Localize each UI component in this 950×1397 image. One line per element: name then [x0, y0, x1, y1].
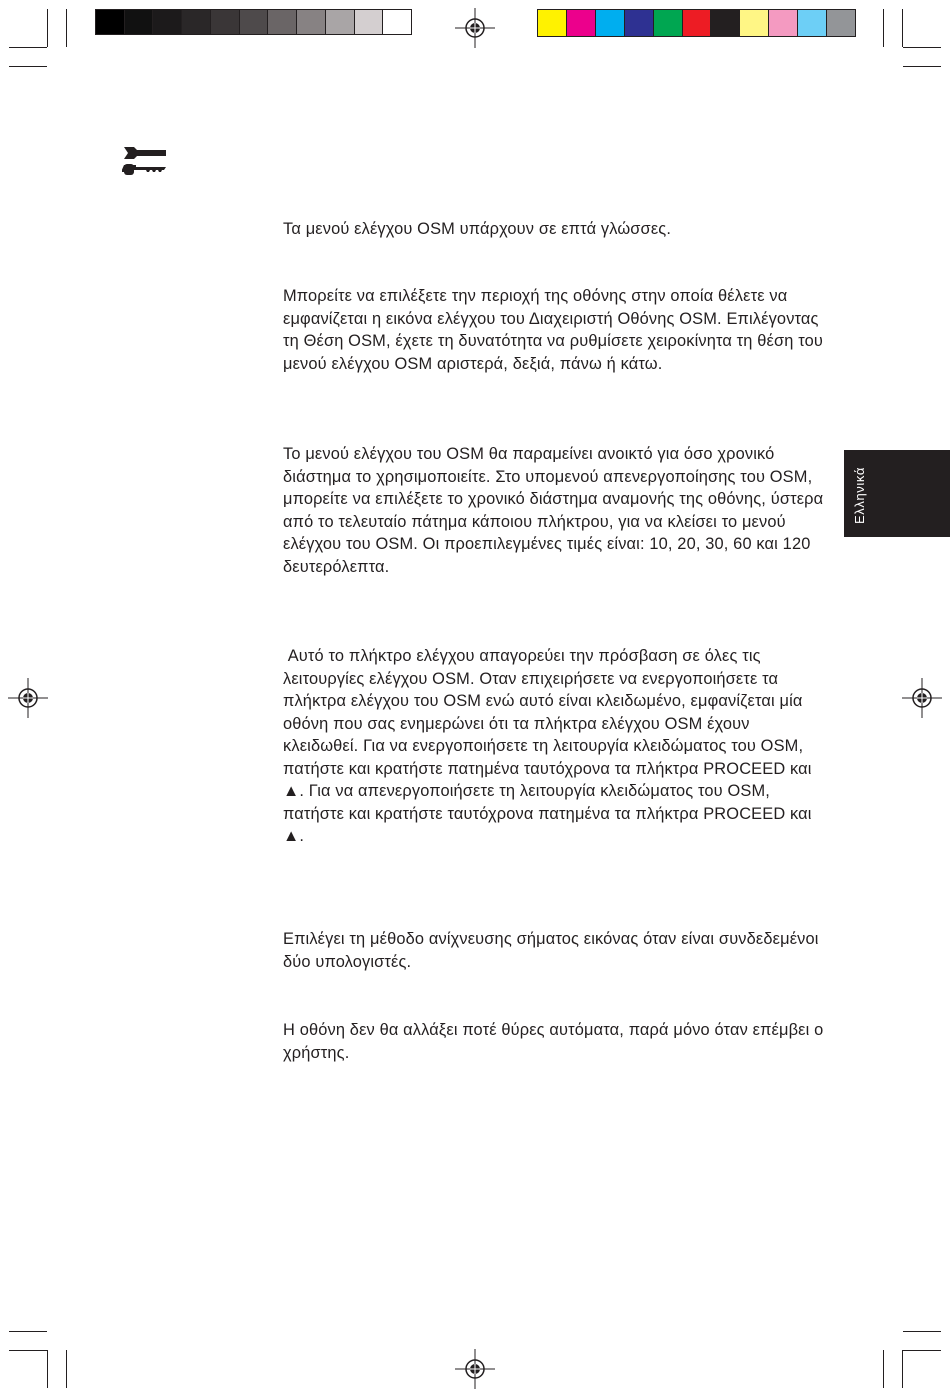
language-description: Τα μενού ελέγχου OSM υπάρχουν σε επτά γλώσσες.	[283, 220, 672, 238]
crop-mark	[47, 9, 48, 47]
crop-mark	[883, 1350, 884, 1388]
registration-mark-left	[8, 678, 48, 718]
color-swatch	[683, 10, 712, 36]
crop-mark	[9, 1350, 47, 1351]
crop-mark	[902, 9, 903, 47]
color-swatch	[625, 10, 654, 36]
color-calibration-bar	[537, 9, 856, 37]
crop-mark	[47, 1350, 48, 1388]
grayscale-swatch	[355, 10, 384, 34]
registration-mark-bottom	[455, 1349, 495, 1389]
grayscale-swatch	[211, 10, 240, 34]
crop-mark	[9, 1331, 47, 1332]
crop-mark	[903, 47, 941, 48]
color-swatch	[769, 10, 798, 36]
crop-mark	[883, 9, 884, 47]
osm-turn-off-description: Το μενού ελέγχου του OSM θα παραμείνει ανοικτό για όσο χρονικό διάστημα το χρησιμοποιείτε. Στο υπομενού απενεργοποίησης του OSM, μπορείτε να επιλέξετε το χρονικό διάστημα αναμονής της οθόνης, ύστερα από το τελευταίο πάτημα κάποιου πλήκτρου, για να κλείσει το μενού ελέγχου του OSM. Οι προεπιλεγμένες τιμές είναι: 10, 20, 30, 60 και 120 δευτερόλεπτα.	[283, 445, 824, 576]
signal-detection-description: Επιλέγει τη μέθοδο ανίχνευσης σήματος εικόνας όταν είναι συνδεδεμένοι δύο υπολογιστές.	[283, 930, 819, 971]
color-swatch	[740, 10, 769, 36]
registration-mark-right	[902, 678, 942, 718]
crop-mark	[903, 1350, 941, 1351]
osm-tools-icon	[122, 143, 168, 179]
grayscale-swatch	[326, 10, 355, 34]
crop-mark	[9, 66, 47, 67]
language-tab-label: Ελληνικά	[852, 467, 867, 524]
crop-mark	[902, 1350, 903, 1388]
grayscale-swatch	[182, 10, 211, 34]
manual-mode-description: Η οθόνη δεν θα αλλάξει ποτέ θύρες αυτόματα, παρά μόνο όταν επέμβει ο χρήστης.	[283, 1021, 824, 1062]
color-swatch	[654, 10, 683, 36]
osm-position-description: Μπορείτε να επιλέξετε την περιοχή της οθόνης στην οποία θέλετε να εμφανίζεται η εικόνα ελέγχου του Διαχειριστή Οθόνης OSM. Επιλέγοντας τη Θέση OSM, έχετε τη δυνατότητα να ρυθμίσετε χειροκίνητα τη θέση του μενού ελέγχου OSM αριστερά, δεξιά, πάνω ή κάτω.	[283, 287, 824, 373]
crop-mark	[66, 1350, 67, 1388]
crop-mark	[66, 9, 67, 47]
grayscale-swatch	[383, 10, 411, 34]
grayscale-swatch	[96, 10, 125, 34]
color-swatch	[596, 10, 625, 36]
color-swatch	[798, 10, 827, 36]
color-swatch	[711, 10, 740, 36]
osm-lockout-description: Αυτό το πλήκτρο ελέγχου απαγορεύει την πρόσβαση σε όλες τις λειτουργίες ελέγχου OSM. Οταν επιχειρήσετε να ενεργοποιήσετε τα πλήκτρα ελέγχου του OSM ενώ αυτό είναι κλειδωμένο, εμφανίζεται μία οθόνη που σας ενημερώνει ότι τα πλήκτρα ελέγχου OSM έχουν κλειδωθεί. Για να ενεργοποιήσετε τη λειτουργία κλειδώματος του OSM, πατήστε και κρατήστε πατημένα ταυτόχρονα τα πλήκτρα PROCEED και ▲. Για να απενεργοποιήσετε τη λειτουργία κλειδώματος του OSM, πατήστε και κρατήστε ταυτόχρονα πατημένα τα πλήκτρα PROCEED και ▲.	[283, 647, 817, 845]
grayscale-swatch	[240, 10, 269, 34]
grayscale-swatch	[125, 10, 154, 34]
crop-mark	[903, 66, 941, 67]
grayscale-swatch	[153, 10, 182, 34]
registration-mark-top	[455, 8, 495, 48]
crop-mark	[9, 47, 47, 48]
color-swatch	[567, 10, 596, 36]
grayscale-swatch	[268, 10, 297, 34]
color-swatch	[827, 10, 855, 36]
grayscale-calibration-bar	[95, 9, 412, 35]
language-side-tab	[844, 450, 950, 537]
crop-mark	[903, 1331, 941, 1332]
color-swatch	[538, 10, 567, 36]
grayscale-swatch	[297, 10, 326, 34]
